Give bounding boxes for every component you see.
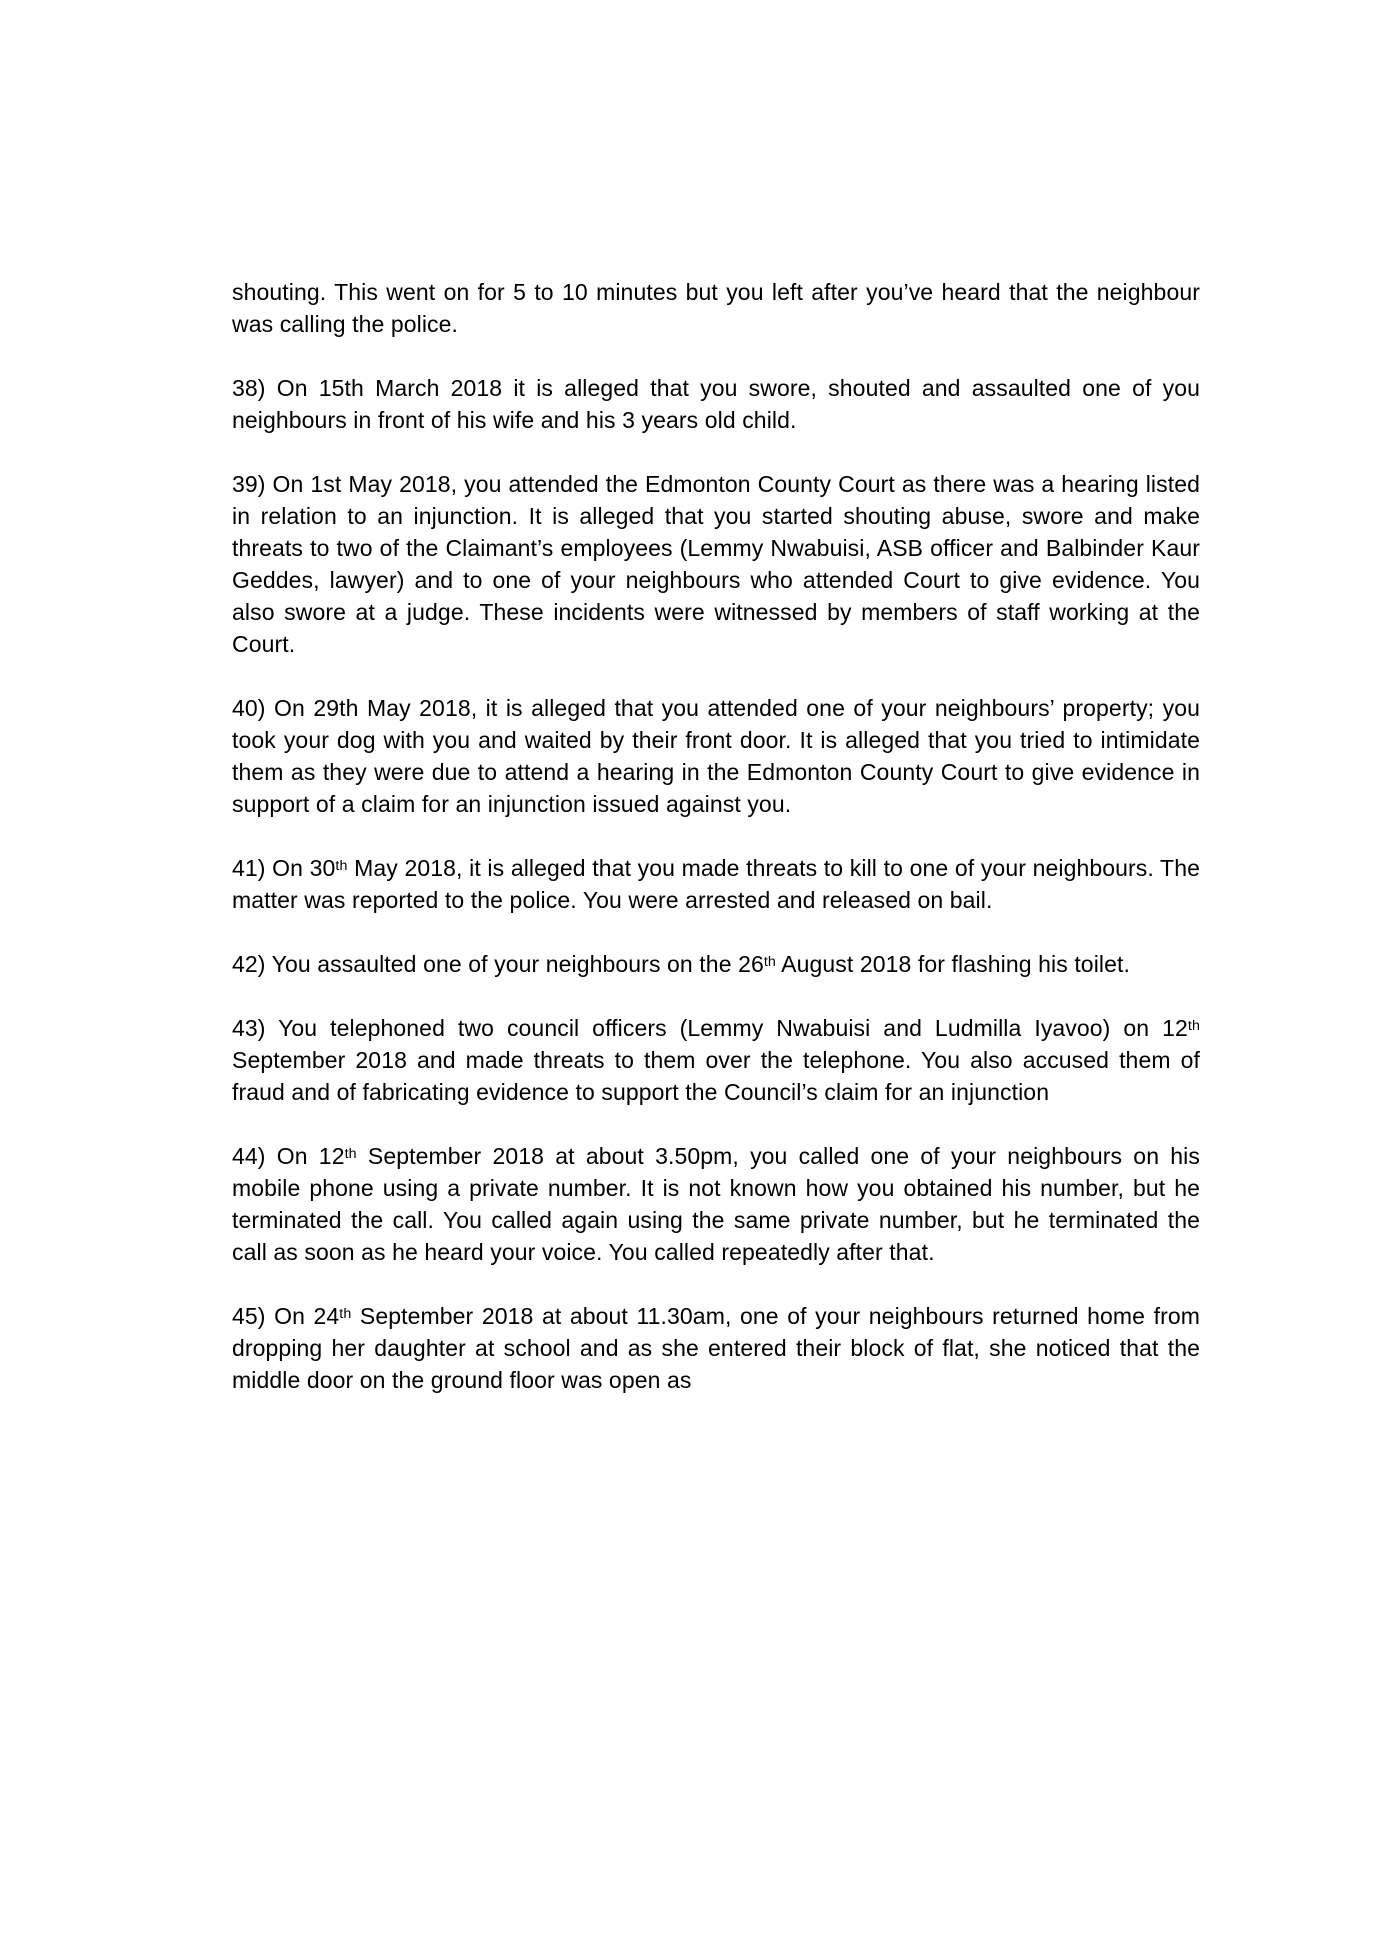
paragraph-44 — [232, 1140, 1200, 1268]
superscript-ordinal: th — [1187, 1018, 1200, 1035]
text-segment: September 2018 at about 3.50pm, you called one of your neighbours on his mobile phone using a private number. It is not known how you obtained his number, but he terminated the call. You called again using the same private number, but he terminated the call as soon as he heard your voice. You called repeatedly after that. — [232, 1143, 1200, 1265]
text-segment: September 2018 and made threats to them over the telephone. You also accused them of fraud and of fabricating evidence to support the Council’s claim for an injunction — [232, 1047, 1200, 1105]
paragraph-38 — [232, 372, 1200, 436]
text-segment: 42) You assaulted one of your neighbours on the 26 — [232, 951, 764, 977]
text-segment: 45) On 24 — [232, 1303, 340, 1329]
paragraph-42 — [232, 948, 1200, 980]
superscript-ordinal: th — [339, 1306, 352, 1323]
text-segment: 44) On 12 — [232, 1143, 345, 1169]
superscript-ordinal: th — [335, 858, 348, 875]
superscript-ordinal: th — [763, 954, 776, 971]
text-segment: 39) On 1st May 2018, you attended the Edmonton County Court as there was a hearing listed in relation to an injunction. It is alleged that you started shouting abuse, swore and make threats to two of the Claimant’s employees (Lemmy Nwabuisi, ASB officer and Balbinder Kaur Geddes, lawyer) and to one of your neighbours who attended Court to give evidence. You also swore at a judge. These incidents were witnessed by members of staff working at the Court. — [232, 471, 1200, 657]
text-segment: 40) On 29th May 2018, it is alleged that you attended one of your neighbours’ property; you took your dog with you and waited by their front door. It is alleged that you tried to intimidate them as they were due to attend a hearing in the Edmonton County Court to give evidence in support of a claim for an injunction issued against you. — [232, 695, 1200, 817]
text-segment: 43) You telephoned two council officers (Lemmy Nwabuisi and Ludmilla Iyavoo) on 12 — [232, 1015, 1188, 1041]
paragraph-40 — [232, 692, 1200, 820]
text-segment: August 2018 for flashing his toilet. — [775, 951, 1130, 977]
text-segment: shouting. This went on for 5 to 10 minutes but you left after you’ve heard that the neighbour was calling the police. — [232, 279, 1200, 337]
paragraph-41 — [232, 852, 1200, 916]
text-segment: 38) On 15th March 2018 it is alleged that you swore, shouted and assaulted one of you neighbours in front of his wife and his 3 years old child. — [232, 375, 1200, 433]
text-segment: September 2018 at about 11.30am, one of your neighbours returned home from dropping her daughter at school and as she entered their block of flat, she noticed that the middle door on the ground floor was open as — [232, 1303, 1200, 1393]
superscript-ordinal: th — [344, 1146, 357, 1163]
text-block — [232, 276, 1200, 1396]
paragraph-43 — [232, 1012, 1200, 1108]
paragraph-39 — [232, 468, 1200, 660]
text-segment: May 2018, it is alleged that you made threats to kill to one of your neighbours. The matter was reported to the police. You were arrested and released on bail. — [232, 855, 1200, 913]
text-segment: 41) On 30 — [232, 855, 336, 881]
paragraph-continuation — [232, 276, 1200, 340]
paragraph-45 — [232, 1300, 1200, 1396]
